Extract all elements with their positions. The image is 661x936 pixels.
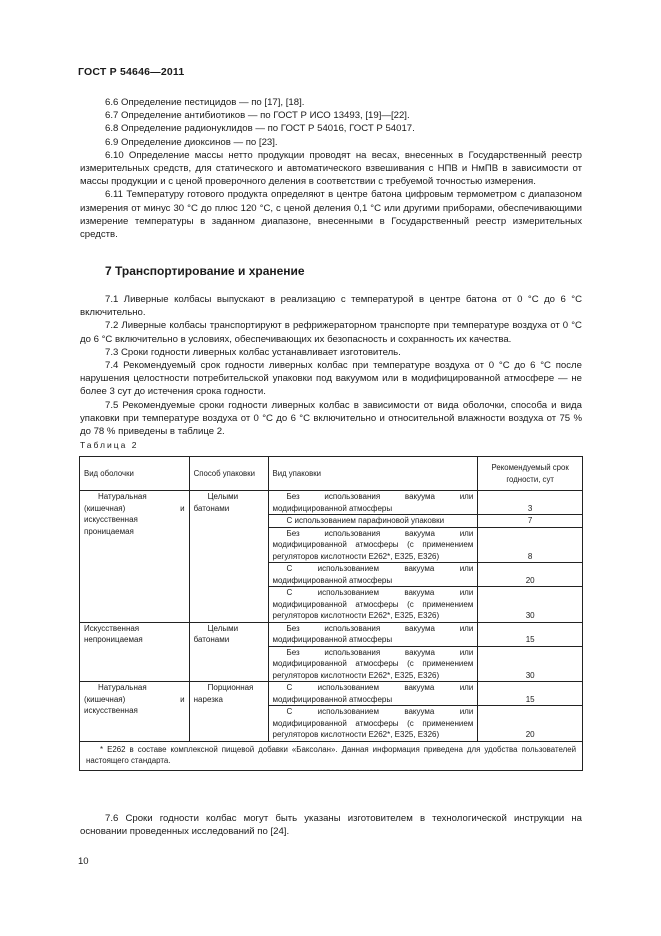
header-pack: Вид упаковки bbox=[268, 457, 478, 491]
pack-cell: Без использования вакуума или модифицированной атмосферы (с применением регуляторов кислотности Е262*, Е325, Е326) bbox=[268, 646, 478, 682]
shelf-life-table bbox=[79, 456, 583, 771]
days-cell: 15 bbox=[478, 622, 583, 646]
days-cell: 15 bbox=[478, 682, 583, 706]
pack-cell: Без использования вакуума или модифицированной атмосферы bbox=[268, 622, 478, 646]
paragraph-6-8: 6.8 Определение радионуклидов — по ГОСТ Р 54016, ГОСТ Р 54017. bbox=[105, 123, 415, 135]
pack-cell: С использованием парафиновой упаковки bbox=[268, 515, 478, 528]
section-7-title: 7 Транспортирование и хранение bbox=[105, 264, 305, 278]
method-cell: Порционная нарезка bbox=[189, 682, 268, 742]
table-row bbox=[80, 622, 583, 646]
table-row bbox=[80, 682, 583, 706]
header-days: Рекомендуемый срок годности, сут bbox=[478, 457, 583, 491]
casing-cell: Натуральная (кишечная) и искусственная проницаемая bbox=[80, 491, 190, 623]
paragraph-6-7: 6.7 Определение антибиотиков — по ГОСТ Р ИСО 13493, [19]—[22]. bbox=[105, 110, 410, 122]
document-header: ГОСТ Р 54646—2011 bbox=[78, 66, 185, 78]
header-method: Способ упаковки bbox=[189, 457, 268, 491]
table-row bbox=[80, 491, 583, 515]
table-caption: Таблица 2 bbox=[80, 440, 139, 450]
pack-cell: С использованием вакуума или модифицированной атмосферы (с применением регуляторов кислотности Е262*, Е325, Е326) bbox=[268, 587, 478, 623]
days-cell: 20 bbox=[478, 563, 583, 587]
methods-section-text bbox=[80, 96, 582, 241]
days-cell: 3 bbox=[478, 491, 583, 515]
table-footnote: * Е262 в составе комплексной пищевой добавки «Баксолан». Данная информация приведена для удобства пользователей настоящего стандарта. bbox=[80, 741, 583, 770]
days-cell: 7 bbox=[478, 515, 583, 528]
days-cell: 30 bbox=[478, 646, 583, 682]
table-footnote-row bbox=[80, 741, 583, 770]
paragraph-7-1: 7.1 Ливерные колбасы выпускают в реализацию с температурой в центре батона от 0 °С до 6 °С включительно. bbox=[80, 294, 582, 319]
pack-cell: С использованием вакуума или модифицированной атмосферы bbox=[268, 682, 478, 706]
pack-cell: Без использования вакуума или модифицированной атмосферы (с применением регуляторов кислотности Е262*, Е325, Е326) bbox=[268, 527, 478, 563]
paragraph-6-9: 6.9 Определение диоксинов — по [23]. bbox=[105, 136, 278, 148]
casing-cell: Искусственная непроницаемая bbox=[80, 622, 190, 682]
paragraph-7-2: 7.2 Ливерные колбасы транспортируют в рефрижераторном транспорте при температуре воздуха от 0 °С до 6 °С включительно в условиях, обеспечивающих их безопасность и сохранность их качества. bbox=[80, 320, 582, 345]
method-cell: Целыми батонами bbox=[189, 622, 268, 682]
days-cell: 8 bbox=[478, 527, 583, 563]
paragraph-7-6: 7.6 Сроки годности колбас могут быть указаны изготовителем в технологической инструкции на основании проведенных исследований по [24]. bbox=[80, 813, 582, 838]
paragraph-7-4: 7.4 Рекомендуемый срок годности ливерных колбас при температуре воздуха от 0 °С до 6 °С после нарушения целостности потребительской упаковки под вакуумом или в модифицированной атмосфере — не более 3 сут до истечения срока годности. bbox=[80, 360, 582, 398]
paragraph-6-11: 6.11 Температуру готового продукта определяют в центре батона цифровым термометром с диапазоном измерения от минус 30 °С до плюс 120 °С, с ценой деления 0,1 °С или другими приборами, обеспечивающими измерение температуры в заданном диапазоне, внесенными в Государственный реестр измерительных средств. bbox=[80, 189, 582, 241]
method-cell: Целыми батонами bbox=[189, 491, 268, 623]
table-header-row bbox=[80, 457, 583, 491]
pack-cell: Без использования вакуума или модифицированной атмосферы bbox=[268, 491, 478, 515]
paragraph-6-10: 6.10 Определение массы нетто продукции проводят на весах, внесенных в Государственный реестр измерительных средств, для статического и автоматического взвешивания с НПВ и НмПВ в зависимости от массы продукции и с ценой проверочного деления в соответствии с требуемой точностью измерения. bbox=[80, 149, 582, 188]
paragraph-7-3: 7.3 Сроки годности ливерных колбас устанавливает изготовитель. bbox=[105, 346, 401, 358]
days-cell: 20 bbox=[478, 706, 583, 742]
pack-cell: С использованием вакуума или модифицированной атмосферы bbox=[268, 563, 478, 587]
page-number: 10 bbox=[78, 856, 89, 867]
days-cell: 30 bbox=[478, 587, 583, 623]
paragraph-6-6: 6.6 Определение пестицидов — по [17], [18]. bbox=[105, 97, 305, 108]
header-casing: Вид оболочки bbox=[80, 457, 190, 491]
casing-cell: Натуральная (кишечная) и искусственная bbox=[80, 682, 190, 742]
transport-section-text bbox=[80, 293, 582, 438]
pack-cell: С использованием вакуума или модифицированной атмосферы (с применением регуляторов кислотности Е262*, Е325, Е326) bbox=[268, 706, 478, 742]
paragraph-7-5: 7.5 Рекомендуемые сроки годности ливерных колбас в зависимости от вида оболочки, способа и вида упаковки при температуре воздуха от 0 °С до 6 °С включительно и относительной влажности воздуха от 75 % до 78 % приведены в таблице 2. bbox=[80, 399, 582, 438]
paragraph-7-6-block bbox=[80, 812, 582, 838]
